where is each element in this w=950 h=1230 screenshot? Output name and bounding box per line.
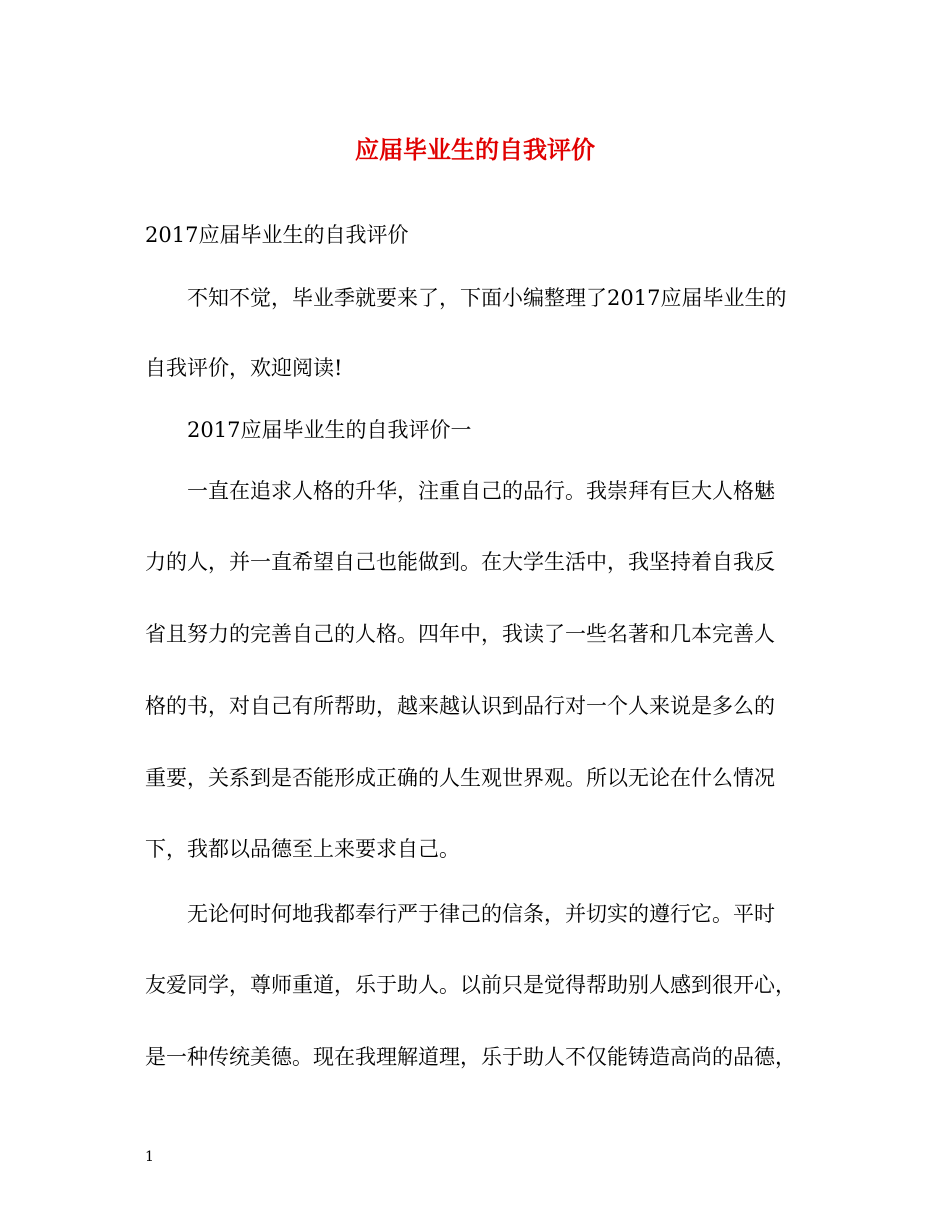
paragraph-line: 力的人，并一直希望自己也能做到。在大学生活中，我坚持着自我反 — [145, 550, 775, 574]
page-number: 1 — [145, 1149, 154, 1165]
paragraph-line: 下，我都以品德至上来要求自己。 — [145, 837, 460, 861]
paragraph-line: 一直在追求人格的升华，注重自己的品行。我崇拜有巨大人格魅 — [187, 479, 775, 503]
document-title: 应届毕业生的自我评价 — [355, 135, 595, 164]
paragraph-line: 格的书，对自己有所帮助，越来越认识到品行对一个人来说是多么的 — [145, 694, 775, 718]
section-heading: 2017应届毕业生的自我评价一 — [187, 418, 472, 442]
paragraph-line: 是一种传统美德。现在我理解道理，乐于助人不仅能铸造高尚的品德， — [145, 1045, 796, 1069]
paragraph-line: 不知不觉，毕业季就要来了，下面小编整理了2017应届毕业生的 — [187, 286, 787, 310]
paragraph-line: 无论何时何地我都奉行严于律己的信条，并切实的遵行它。平时 — [187, 902, 775, 926]
subtitle-line: 2017应届毕业生的自我评价 — [145, 223, 409, 247]
paragraph-line: 自我评价，欢迎阅读! — [145, 356, 343, 380]
paragraph-line: 省且努力的完善自己的人格。四年中，我读了一些名著和几本完善人 — [145, 622, 775, 646]
paragraph-line: 重要，关系到是否能形成正确的人生观世界观。所以无论在什么情况 — [145, 766, 775, 790]
paragraph-line: 友爱同学，尊师重道，乐于助人。以前只是觉得帮助别人感到很开心， — [145, 973, 796, 997]
